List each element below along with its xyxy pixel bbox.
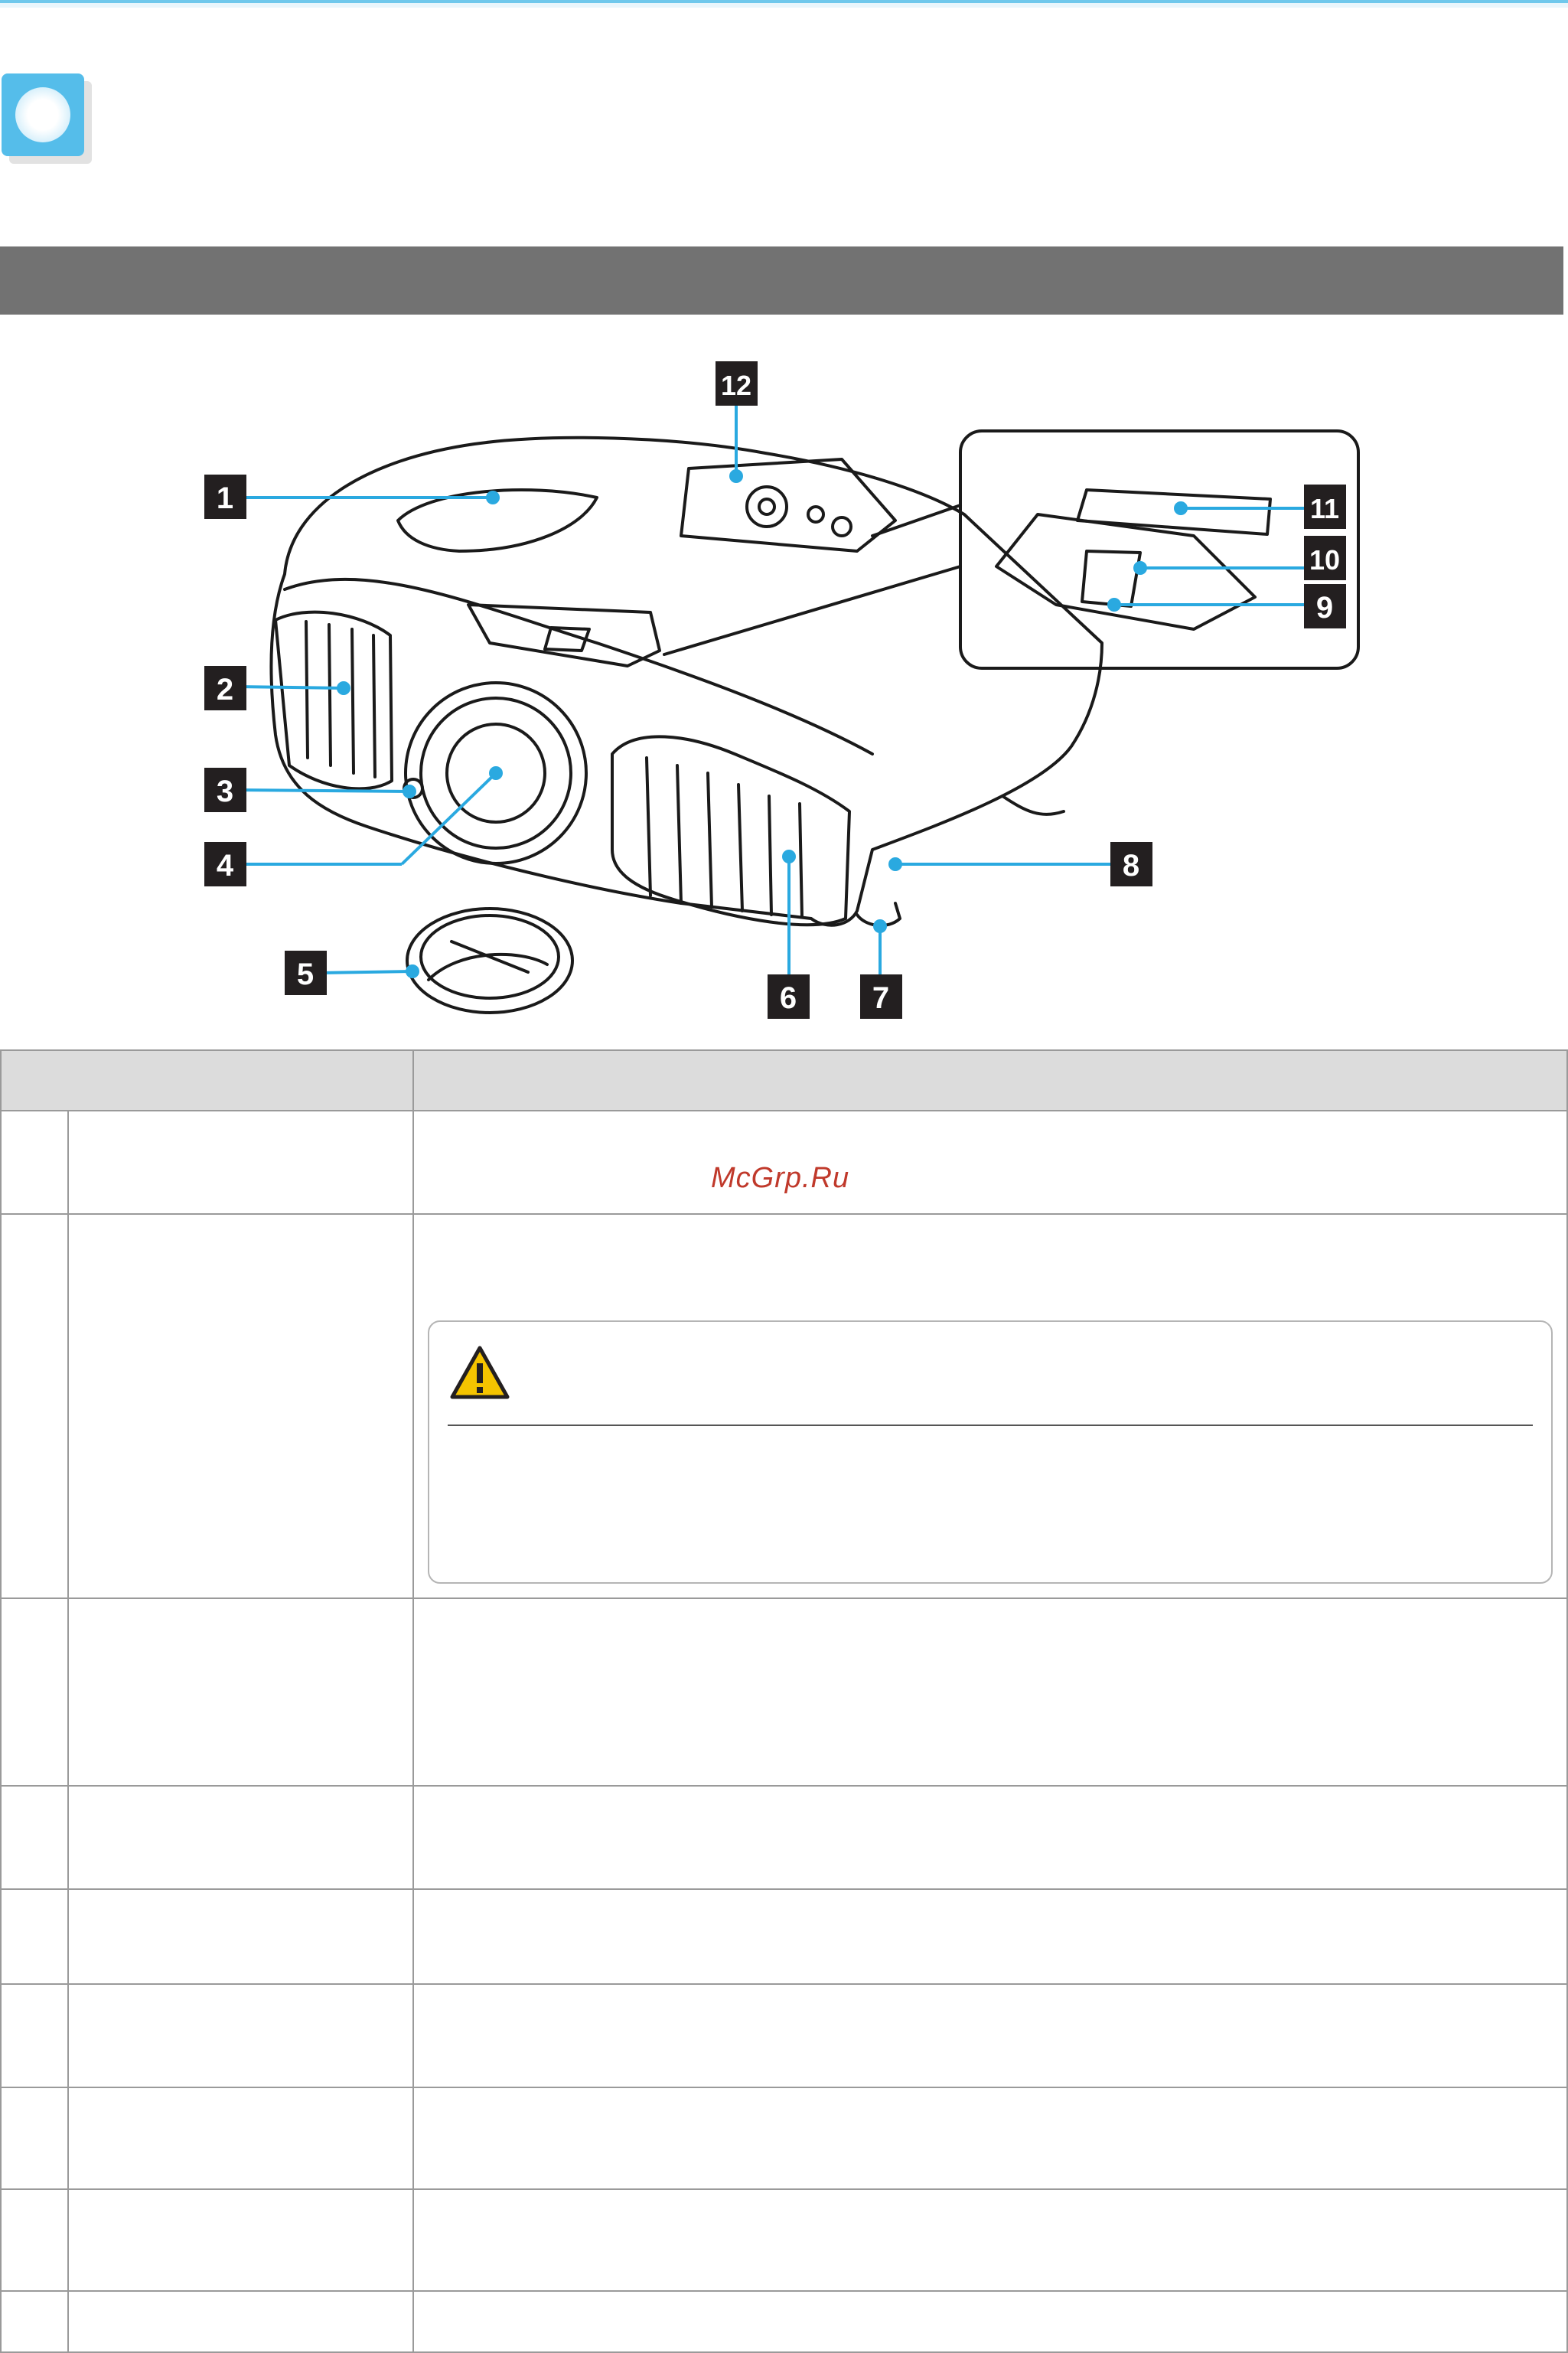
svg-text:1: 1 — [216, 481, 234, 515]
section-title-bar — [0, 246, 1563, 315]
row-number — [1, 2189, 68, 2291]
table-header-row — [1, 1050, 1567, 1111]
svg-text:9: 9 — [1315, 591, 1334, 625]
table-row — [1, 1889, 1567, 1984]
svg-text:7: 7 — [872, 981, 890, 1015]
row-name — [68, 2189, 413, 2291]
svg-text:11: 11 — [1309, 493, 1340, 524]
row-number — [1, 1598, 68, 1786]
warning-triangle-icon — [449, 1345, 510, 1400]
row-number — [1, 2087, 68, 2189]
callout-7 — [860, 974, 902, 1019]
row-name — [68, 1984, 413, 2087]
table-row — [1, 1598, 1567, 1786]
row-description — [413, 1214, 1567, 1598]
svg-text:5: 5 — [296, 958, 315, 991]
callout-badges — [204, 361, 1346, 1019]
table-row — [1, 1214, 1567, 1598]
table-row — [1, 1984, 1567, 2087]
callout-12 — [716, 361, 758, 406]
row-name — [68, 1889, 413, 1984]
callout-3 — [204, 768, 246, 812]
projector-body — [271, 438, 1102, 1013]
row-description — [413, 1984, 1567, 2087]
row-name — [68, 2087, 413, 2189]
watermark-text: McGrp.Ru — [711, 1162, 850, 1194]
row-name — [68, 1214, 413, 1598]
row-description — [413, 1111, 1567, 1214]
svg-text:2: 2 — [216, 673, 234, 707]
header-accent-line — [0, 0, 1568, 8]
row-number — [1, 1111, 68, 1214]
callout-4 — [204, 842, 246, 886]
table-header-name — [1, 1050, 413, 1111]
parts-table — [0, 1049, 1568, 2353]
callout-8 — [1110, 842, 1152, 886]
callout-6 — [768, 974, 810, 1019]
row-number — [1, 1984, 68, 2087]
row-name — [68, 1598, 413, 1786]
row-description — [413, 1889, 1567, 1984]
row-description — [413, 1598, 1567, 1786]
svg-text:3: 3 — [216, 775, 234, 808]
row-name — [68, 1786, 413, 1889]
table-row — [1, 2189, 1567, 2291]
table-row — [1, 2087, 1567, 2189]
callout-9 — [1304, 584, 1346, 628]
table-row — [1, 2291, 1567, 2352]
callout-11 — [1304, 485, 1346, 529]
callout-2 — [204, 666, 246, 710]
svg-text:8: 8 — [1122, 849, 1140, 883]
row-description — [413, 2087, 1567, 2189]
caution-box — [428, 1320, 1553, 1584]
table-row — [1, 1111, 1567, 1214]
row-description — [413, 1786, 1567, 1889]
chapter-bubble-icon — [2, 73, 92, 164]
svg-text:10: 10 — [1309, 544, 1341, 576]
row-name — [68, 1111, 413, 1214]
svg-text:12: 12 — [720, 370, 752, 401]
callout-5 — [285, 951, 327, 995]
projector-diagram — [0, 352, 1568, 1041]
table-header-function — [413, 1050, 1567, 1111]
row-number — [1, 1889, 68, 1984]
table-row — [1, 1786, 1567, 1889]
lens-shift-inset — [960, 431, 1358, 668]
svg-text:4: 4 — [216, 849, 234, 883]
row-description — [413, 2291, 1567, 2352]
caution-divider — [448, 1425, 1533, 1426]
row-number — [1, 1786, 68, 1889]
row-description — [413, 2189, 1567, 2291]
row-number — [1, 2291, 68, 2352]
callout-10 — [1304, 536, 1346, 580]
row-name — [68, 2291, 413, 2352]
svg-text:6: 6 — [779, 981, 797, 1015]
callout-1 — [204, 475, 246, 519]
row-number — [1, 1214, 68, 1598]
